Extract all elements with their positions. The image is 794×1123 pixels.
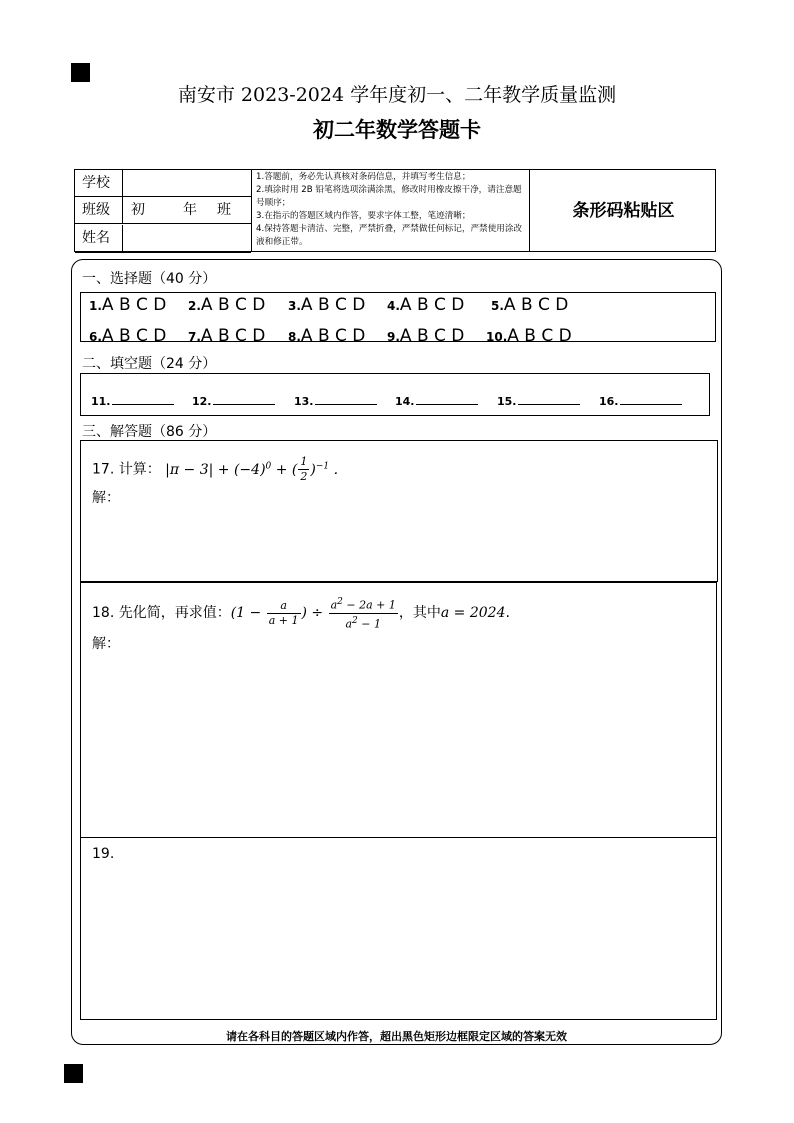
section-title-fill: 二、填空题（24 分） — [82, 356, 217, 372]
alignment-marker-bottom — [64, 1064, 83, 1083]
choice-q4[interactable]: 4.A B C D — [387, 295, 465, 315]
class-grade-suffix: 年 — [183, 202, 197, 218]
q18-answer-label: 解： — [92, 636, 120, 652]
fill-q12[interactable]: 12. — [192, 394, 275, 408]
instruction-item: 3.在指示的答题区域内作答，要求字体工整，笔迹清晰； — [256, 211, 471, 221]
choice-q1[interactable]: 1.A B C D — [89, 295, 167, 315]
instruction-item: 2.填涂时用 2B 铅笔将选项涂满涂黑，修改时用橡皮擦干净，请注意题号顺序； — [256, 185, 522, 208]
section-title-solve: 三、解答题（86 分） — [82, 424, 217, 440]
class-field[interactable] — [123, 197, 251, 223]
choice-q9[interactable]: 9.A B C D — [387, 326, 465, 342]
barcode-area: 条形码粘贴区 — [572, 201, 675, 221]
name-row — [75, 225, 251, 253]
name-label: 姓名 — [75, 225, 123, 252]
class-grade-prefix: 初 — [131, 202, 145, 218]
school-label: 学校 — [75, 170, 123, 196]
q17-expression: $|\pi - 3| + (-4)^0$ + ( $\frac{1}{2}$ )$^{-1}$ . — [160, 455, 339, 483]
q17-answer-label: 解： — [92, 490, 120, 506]
choice-q6[interactable]: 6.A B C D — [89, 326, 167, 342]
q17-prompt: 17. 计算： $|\pi - 3| + (-4)^0$ + ( $\frac{1}{2}$ )$^{-1}$ . — [92, 455, 339, 483]
class-suffix: 班 — [217, 202, 231, 218]
fill-q11[interactable]: 11. — [91, 394, 174, 408]
q17-box[interactable] — [80, 440, 718, 582]
choice-q5[interactable]: 5.A B C D — [491, 295, 569, 315]
school-field[interactable] — [123, 170, 251, 196]
choice-q8[interactable]: 8.A B C D — [288, 326, 366, 342]
fill-q14[interactable]: 14. — [395, 394, 478, 408]
instruction-item: 4.保持答题卡清洁、完整，严禁折叠，严禁做任何标记，严禁使用涂改液和修正带。 — [256, 224, 523, 247]
student-info-table — [74, 169, 716, 252]
name-field[interactable] — [123, 225, 251, 252]
choice-q7[interactable]: 7.A B C D — [188, 326, 266, 342]
choice-q10[interactable]: 10.A B C D — [486, 326, 572, 342]
exam-title: 南安市 2023-2024 学年度初一、二年教学质量监测 — [177, 84, 617, 106]
card-title: 初二年数学答题卡 — [313, 117, 481, 142]
instruction-item: 1.答题前，务必先认真核对条码信息，并填写考生信息； — [256, 172, 471, 182]
instructions — [256, 171, 526, 249]
choice-q2[interactable]: 2.A B C D — [188, 295, 266, 315]
class-label: 班级 — [75, 197, 123, 223]
footer-notice: 请在各科目的答题区域内作答，超出黑色矩形边框限定区域的答案无效 — [226, 1030, 567, 1043]
q19-box[interactable] — [80, 837, 717, 1020]
section-title-choice: 一、选择题（40 分） — [82, 271, 217, 287]
fill-q13[interactable]: 13. — [294, 394, 377, 408]
fill-q16[interactable]: 16. — [599, 394, 682, 408]
fill-box — [80, 373, 710, 416]
choice-q3[interactable]: 3.A B C D — [288, 295, 366, 315]
q18-expression: (1 − $\frac{a}{a + 1}$ ) ÷ $\frac{a^2 - 2a + 1}{a^2 - 1}$ — [230, 597, 396, 631]
school-row — [75, 170, 251, 197]
divider — [251, 170, 252, 251]
fill-q15[interactable]: 15. — [497, 394, 580, 408]
q19-prompt: 19. — [92, 846, 115, 862]
q18-box[interactable] — [80, 582, 717, 838]
q18-prompt: 18. 先化简，再求值：(1 − $\frac{a}{a + 1}$ ) ÷ $\frac{a^2 - 2a + 1}{a^2 - 1}$ ，其中a = 2024. — [92, 597, 510, 631]
choice-box — [80, 292, 716, 342]
class-row — [75, 197, 251, 224]
